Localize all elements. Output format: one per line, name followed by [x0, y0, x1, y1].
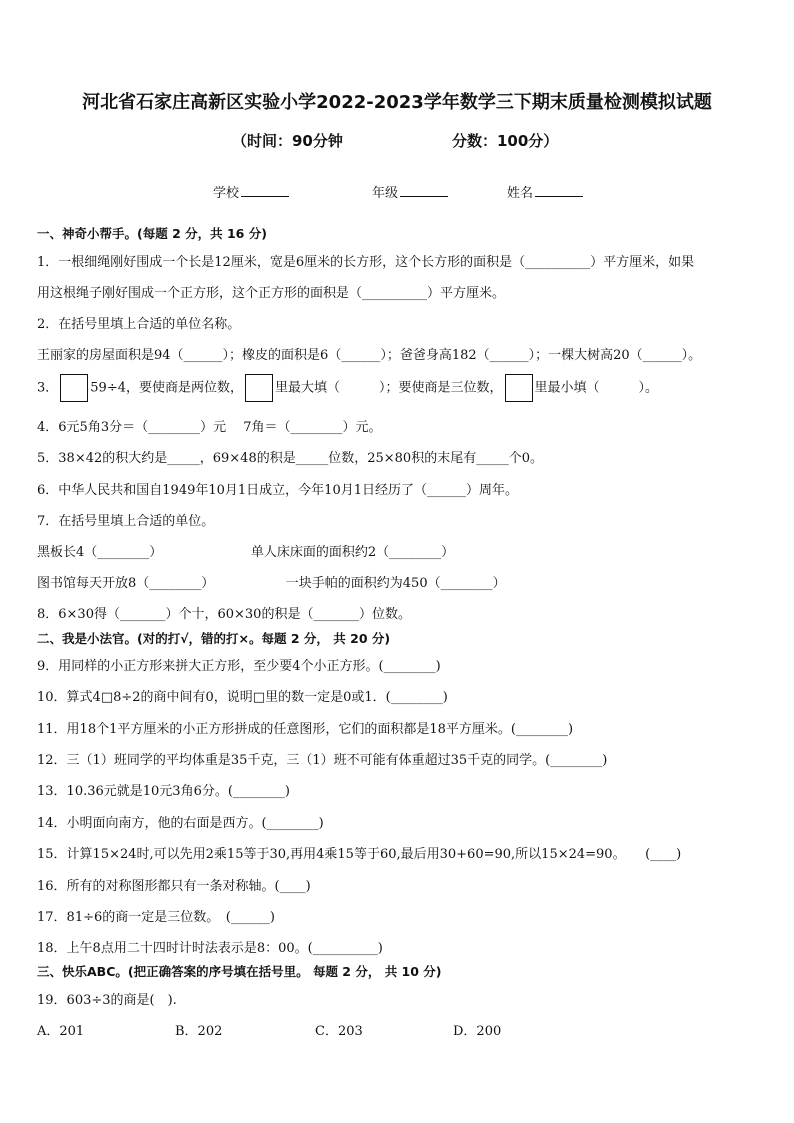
page-title: 河北省石家庄高新区实验小学2022-2023学年数学三下期末质量检测模拟试题: [82, 92, 712, 113]
question-17: 17．81÷6的商一定是三位数。 (______): [37, 910, 275, 925]
question-7: 7．在括号里填上合适的单位。: [37, 514, 215, 529]
score-label: 分数：100分）: [452, 132, 559, 150]
question-11: 11．用18个1平方厘米的小正方形拼成的任意图形，它们的面积都是18平方厘米。(________): [37, 722, 574, 737]
answer-box[interactable]: [60, 374, 88, 402]
question-7-row2: 图书馆每天开放8（________） 一块手帕的面积约为450（________）: [37, 576, 506, 591]
section-3-heading: 三、快乐ABC。(把正确答案的序号填在括号里。 每题 2 分， 共 10 分): [37, 964, 442, 979]
question-3: 3． 59÷4，要使商是两位数， 里最大填（ ）；要使商是三位数， 里最小填（ ）。: [37, 374, 658, 402]
school-field: 学校: [213, 182, 289, 201]
option-c: C．203: [315, 1024, 363, 1039]
name-field: 姓名: [507, 182, 583, 201]
question-13: 13．10.36元就是10元3角6分。(________): [37, 784, 290, 799]
grade-field: 年级: [372, 182, 448, 201]
question-14: 14．小明面向南方，他的右面是西方。(________): [37, 816, 324, 831]
question-1: 1．一根细绳刚好围成一个长是12厘米，宽是6厘米的长方形，这个长方形的面积是（__________）平方厘米，如果: [37, 255, 695, 270]
question-12: 12．三（1）班同学的平均体重是35千克，三（1）班不可能有体重超过35千克的同学。(________): [37, 753, 608, 768]
question-18: 18．上午8点用二十四时计时法表示是8：00。(__________): [37, 941, 383, 956]
question-16: 16．所有的对称图形都只有一条对称轴。(____): [37, 879, 311, 894]
answer-box[interactable]: [505, 374, 533, 402]
option-a: A．201: [37, 1024, 85, 1039]
question-4: 4．6元5角3分＝（________）元 7角＝（________）元。: [37, 420, 382, 435]
question-10: 10．算式4□8÷2的商中间有0，说明□里的数一定是0或1．(________): [37, 690, 448, 705]
question-2-items: 王丽家的房屋面积是94（______）；橡皮的面积是6（______）；爸爸身高182（______）；一棵大树高20（______）。: [37, 348, 702, 363]
question-1-cont: 用这根绳子刚好围成一个正方形，这个正方形的面积是（__________）平方厘米。: [37, 286, 506, 301]
question-7-row1: 黑板长4（________） 单人床床面的面积约2（________）: [37, 545, 455, 560]
question-9: 9．用同样的小正方形来拼大正方形，至少要4个小正方形。(________): [37, 659, 441, 674]
section-2-heading: 二、我是小法官。(对的打√，错的打×。每题 2 分， 共 20 分): [37, 631, 391, 646]
option-d: D．200: [453, 1024, 502, 1039]
question-8: 8．6×30得（_______）个十，60×30的积是（_______）位数。: [37, 607, 411, 622]
time-label: （时间：90分钟: [232, 132, 343, 150]
question-2: 2．在括号里填上合适的单位名称。: [37, 317, 241, 332]
section-1-heading: 一、神奇小帮手。(每题 2 分，共 16 分): [37, 226, 267, 241]
answer-box[interactable]: [245, 374, 273, 402]
question-6: 6．中华人民共和国自1949年10月1日成立，今年10月1日经历了（______）周年。: [37, 483, 518, 498]
question-19: 19．603÷3的商是( ).: [37, 993, 177, 1008]
question-15: 15．计算15×24时,可以先用2乘15等于30,再用4乘15等于60,最后用30+60=90,所以15×24=90。 (____): [37, 847, 682, 862]
option-b: B．202: [175, 1024, 223, 1039]
question-5: 5．38×42的积大约是_____，69×48的积是_____位数，25×80积的末尾有_____个0。: [37, 451, 543, 466]
